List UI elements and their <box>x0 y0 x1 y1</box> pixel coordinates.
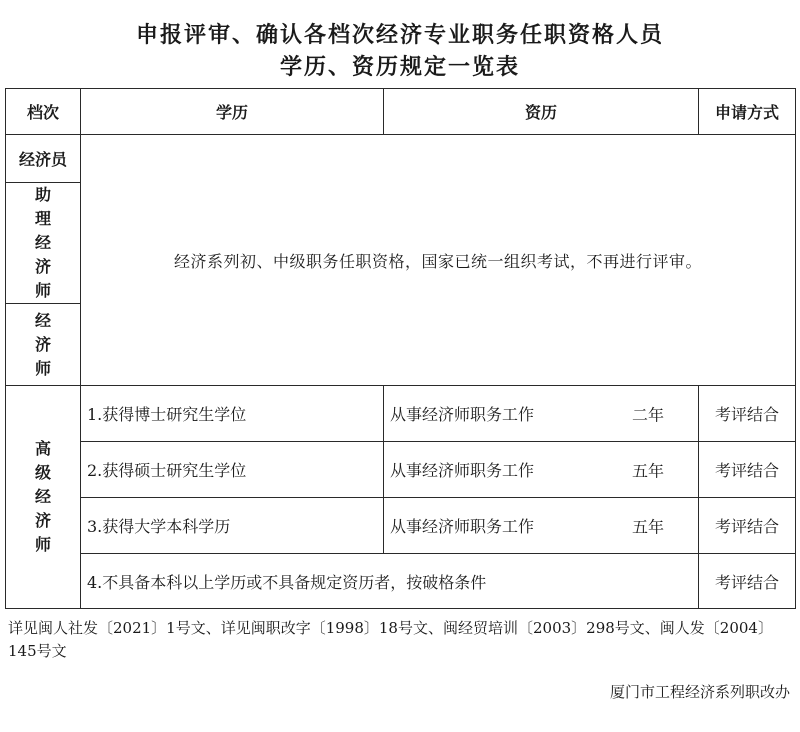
exceptional-condition-cell: 4.不具备本科以上学历或不具备规定资历者，按破格条件 <box>81 554 699 609</box>
experience-cell <box>384 386 699 442</box>
reference-note: 详见闽人社发〔2021〕1号文、详见闽职改字〔1998〕18号文、闽经贸培训〔2003〕298号文、闽人发〔2004〕145号文 <box>8 619 773 660</box>
method-cell: 考评结合 <box>699 498 796 554</box>
issuer-signature: 厦门市工程经济系列职改办 <box>609 683 790 701</box>
experience-years: 五年 <box>631 461 664 480</box>
experience-text: 从事经济师职务工作 <box>390 405 535 424</box>
experience-years: 二年 <box>631 405 664 424</box>
method-cell: 考评结合 <box>699 554 796 609</box>
experience-text: 从事经济师职务工作 <box>390 461 535 480</box>
header-level: 档次 <box>6 89 81 135</box>
header-education: 学历 <box>81 89 384 135</box>
header-experience: 资历 <box>384 89 699 135</box>
merged-exam-notice: 经济系列初、中级职务任职资格，国家已统一组织考试，不再进行评审。 <box>81 135 796 386</box>
level-economist-assistant: 经济员 <box>6 135 81 183</box>
level-economist: 经济师 <box>34 310 51 378</box>
education-cell: 2.获得硕士研究生学位 <box>81 442 384 498</box>
document-title-line1: 申报评审、确认各档次经济专业职务任职资格人员 <box>135 22 664 48</box>
table-row <box>6 554 796 609</box>
header-method: 申请方式 <box>699 89 796 135</box>
table-row <box>6 498 796 554</box>
table-row <box>6 442 796 498</box>
experience-cell <box>384 498 699 554</box>
qualification-table <box>5 88 796 609</box>
experience-years: 五年 <box>631 517 664 536</box>
method-cell: 考评结合 <box>699 442 796 498</box>
table-row <box>6 386 796 442</box>
row-economist-assistant <box>6 135 796 183</box>
education-cell: 1.获得博士研究生学位 <box>81 386 384 442</box>
header-row <box>6 89 796 135</box>
method-cell: 考评结合 <box>699 386 796 442</box>
education-cell: 3.获得大学本科学历 <box>81 498 384 554</box>
level-senior-economist: 高级经济师 <box>34 439 51 554</box>
document-title-line2: 学历、资历规定一览表 <box>279 54 520 80</box>
level-assistant-economist: 助理经济师 <box>34 185 51 300</box>
experience-text: 从事经济师职务工作 <box>390 517 535 536</box>
experience-cell <box>384 442 699 498</box>
